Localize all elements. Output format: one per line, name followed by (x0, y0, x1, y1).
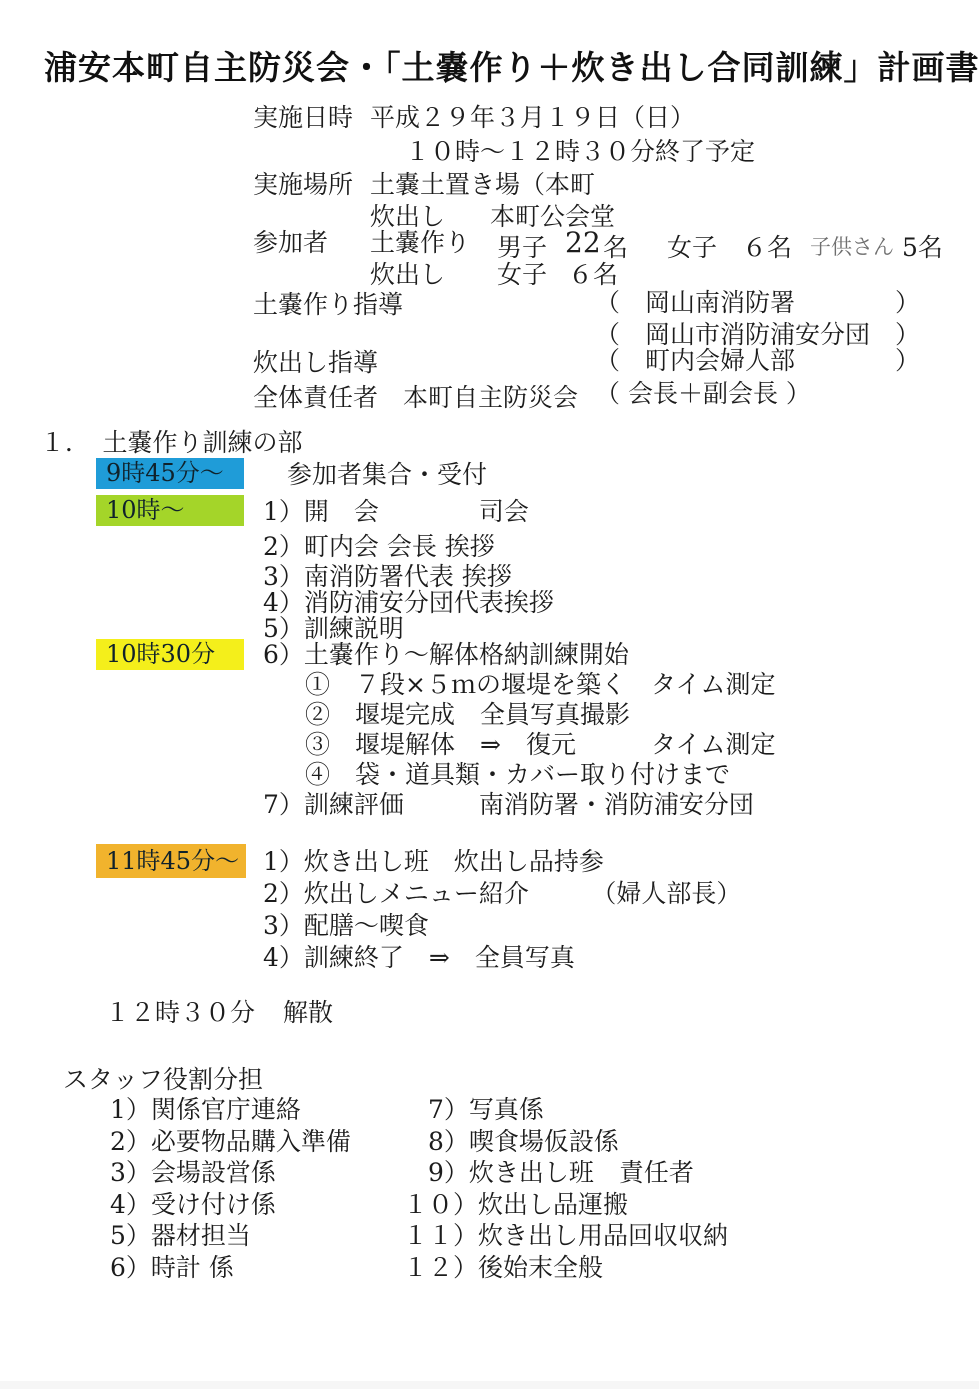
scan-edge-artifact (0, 1381, 979, 1389)
place-row2-label: 炊出し (370, 202, 446, 231)
staff-item-9: 9）炊き出し班 責任者 (428, 1158, 694, 1187)
sub-item-4: ④ 袋・道具類・カバー取り付けまで (305, 760, 731, 789)
participants-female: 女子 ６名 (667, 233, 793, 262)
participants-row2-count: ６名 (568, 260, 619, 289)
cooking-lead-label: 炊出し指導 (253, 348, 379, 377)
opening-item-2: 2）町内会 会長 挨拶 (263, 532, 495, 561)
participants-children-count: 5名 (902, 233, 943, 262)
place-label: 実施場所 (253, 170, 354, 199)
datetime-label: 実施日時 (253, 103, 354, 132)
chief-value: （ 会長＋副会長 ） (595, 379, 811, 408)
opening-item-3: 3）南消防署代表 挨拶 (263, 562, 512, 591)
staff-item-5: 5）器材担当 (110, 1221, 251, 1250)
staff-left-column (110, 1094, 351, 1283)
document-title: 浦安本町自主防災会・「土嚢作り＋炊き出し合同訓練」計画書 (44, 48, 979, 87)
staff-item-1: 1）関係官庁連絡 (110, 1095, 301, 1124)
staff-item-10: １０）炊出し品運搬 (403, 1189, 629, 1219)
end-text: 解散 (283, 998, 334, 1027)
item-7: 7）訓練評価 南消防署・消防浦安分団 (263, 790, 754, 819)
participants-row2-gender: 女子 (497, 260, 548, 289)
sub-item-1: ① ７段×５ｍの堰堤を築く タイム測定 (305, 670, 776, 699)
item-6: 6）土嚢作り～解体格納訓練開始 (263, 640, 629, 669)
staff-item-6: 6）時計 係 (110, 1252, 234, 1282)
chief-label: 全体責任者 本町自主防災会 (253, 383, 579, 412)
cooking-item-4: 4）訓練終了 ⇒ 全員写真 (263, 943, 575, 972)
datetime-value2: １０時～１２時３０分終了予定 (405, 137, 756, 166)
sub-item-3: ③ 堰堤解体 ⇒ 復元 タイム測定 (305, 730, 776, 759)
place-value: 土嚢土置き場（本町 (370, 170, 596, 199)
opening-item-1: 1）開 会 司会 (263, 497, 529, 526)
time-highlight-1030: 10時30分 (96, 639, 244, 670)
place-row2-value: 本町公会堂 (490, 202, 616, 231)
staff-item-7: 7）写真係 (428, 1095, 544, 1124)
staff-item-2: 2）必要物品購入準備 (110, 1126, 351, 1156)
staff-item-4: 4）受け付け係 (110, 1189, 276, 1219)
cooking-lead-value: （ 町内会婦人部 ） (595, 346, 921, 375)
participants-male-unit: 名 (603, 233, 629, 262)
staff-item-3: 3）会場設営係 (110, 1158, 276, 1187)
participants-label: 参加者 (253, 228, 329, 257)
sandbag-lead-value1: （ 岡山南消防署 ） (595, 288, 921, 317)
participants-row1-group: 土嚢作り (370, 228, 471, 257)
staff-right-column (403, 1094, 728, 1283)
cooking-item-2: 2）炊出しメニュー紹介 （婦人部長） (263, 879, 742, 908)
section1-heading: １． 土嚢作り訓練の部 (40, 428, 303, 457)
slot1-text: 参加者集合・受付 (287, 460, 488, 489)
participants-male-count: 22 (565, 226, 601, 259)
cooking-item-1: 1）炊き出し班 炊出し品持参 (263, 847, 604, 876)
sandbag-lead-value2: （ 岡山市消防浦安分団 ） (595, 320, 921, 349)
opening-item-4: 4）消防浦安分団代表挨拶 (263, 588, 554, 617)
sandbag-lead-label: 土嚢作り指導 (253, 290, 404, 319)
sub-item-2: ② 堰堤完成 全員写真撮影 (305, 700, 631, 729)
time-highlight-1145: 11時45分～ (96, 844, 246, 878)
cooking-item-3: 3）配膳～喫食 (263, 911, 429, 940)
time-highlight-1000: 10時～ (96, 495, 244, 526)
participants-male-label: 男子 (497, 233, 548, 262)
staff-item-12: １２）後始末全般 (403, 1252, 604, 1282)
participants-row2-group: 炊出し (370, 260, 446, 289)
time-highlight-945: 9時45分～ (96, 458, 244, 489)
participants-children-label: 子供さん (810, 235, 894, 259)
staff-item-8: 8）喫食場仮設係 (428, 1126, 619, 1156)
datetime-value: 平成２９年３月１９日（日） (370, 103, 696, 132)
opening-item-5: 5）訓練説明 (263, 614, 404, 643)
staff-heading: スタッフ役割分担 (63, 1065, 264, 1094)
staff-item-11: １１）炊き出し用品回収収納 (403, 1221, 729, 1250)
end-time: １２時３０分 (105, 998, 256, 1027)
